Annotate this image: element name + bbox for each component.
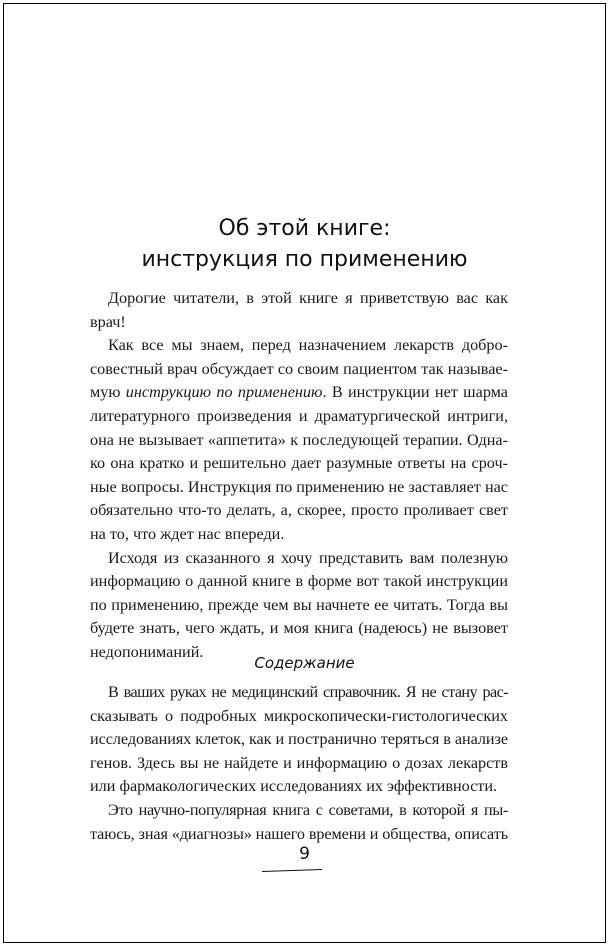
text-line: генов. Здесь вы не найдете и информацию о дозах лекарств [90,753,508,772]
italic-term: инструкцию по применению [125,383,323,402]
text-segment: мую [90,383,126,402]
book-page [3,3,606,943]
text-line: ные вопросы. Инструкция по применению не заставляет нас [90,477,508,496]
text-segment: . В инструкции нет шарма [322,383,508,402]
text-line: таюсь, зная «диагнозы» нашего времени и общества, описать [90,824,508,843]
text-line: обязательно что-то делать, а, скорее, просто проливает свет [90,501,508,520]
text-line: врач! [90,312,126,331]
text-line: ко она кратко и решительно дает разумные ответы на сроч- [90,454,508,473]
page-number-underline [262,869,322,872]
text-line: по применению, прежде чем вы начнете ее читать. Тогда вы [90,595,508,614]
text-line: информацию о данной книге в форме вот такой инструкции [90,572,508,591]
text-line: она не вызывает «аппетита» к последующей терапии. Одна- [90,430,508,449]
chapter-title-line-1: Об этой книге: [218,216,391,241]
text-line: будете знать, чего ждать, и моя книга (надеюсь) не вызовет [90,619,508,638]
page-number: 9 [299,844,310,864]
content-paragraphs [90,681,508,846]
text-line: на то, что ждет нас впереди. [90,524,285,543]
text-line: сказывать о подробных микроскопически-гистологических [90,706,508,725]
section-subheading: Содержание [254,654,355,672]
text-line: или фармакологических исследованиях их эффективности. [90,777,498,796]
text-line: литературного произведения и драматургической интриги, [90,406,508,425]
text-line: недопониманий. [90,642,204,661]
text-line: Как все мы знаем, перед назначением лекарств добро- [108,336,508,355]
text-line: исследованиях клеток, как и постранично теряться в анализе [90,730,508,749]
text-line: Это научно-популярная книга с советами, в которой я пы- [108,800,508,819]
intro-paragraphs [90,287,508,665]
text-line: совестный врач обсуждает со своим пациентом так называе- [90,359,508,378]
text-line-with-italic [90,381,508,405]
chapter-title-line-2: инструкция по применению [141,247,468,272]
text-line: В ваших руках не медицинский справочник. Я не стану рас- [108,683,508,701]
text-line: Дорогие читатели, в этой книге я приветствую вас как [108,289,508,307]
chapter-title [4,213,605,275]
text-line: Исходя из сказанного я хочу представить вам полезную [108,548,508,567]
